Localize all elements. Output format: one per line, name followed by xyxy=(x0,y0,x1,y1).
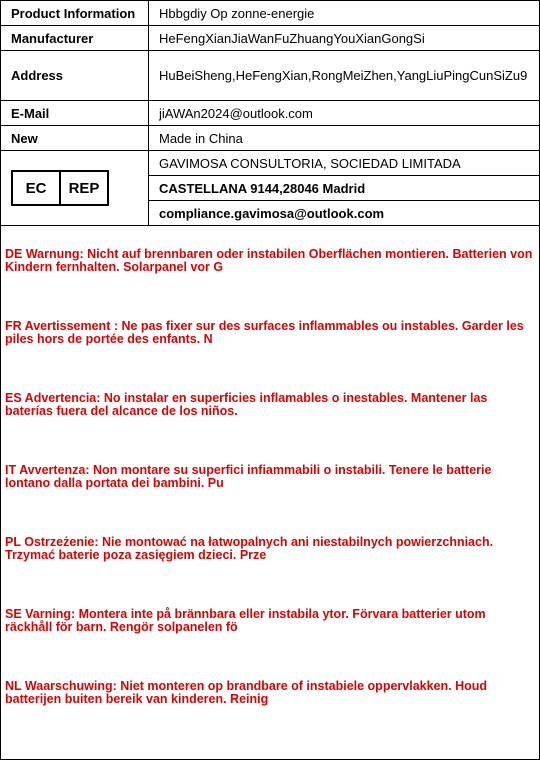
warning-es: ES Advertencia: No instalar en superficies inflamables o inestables. Mantener las baterías fuera del alcance de los niños. xyxy=(5,391,488,418)
rep-symbol: REP xyxy=(68,179,100,197)
address-label: Address xyxy=(1,51,149,101)
ec-symbol: EC xyxy=(13,172,61,204)
warning-de: DE Warnung: Nicht auf brennbaren oder instabilen Oberflächen montieren. Batterien von Kindern fernhalten. Solarpanel vor G xyxy=(5,247,533,274)
table-row xyxy=(1,1,539,26)
warning-fr: FR Avertissement : Ne pas fixer sur des surfaces inflammables ou instables. Garder les piles hors de portée des enfants. N xyxy=(5,319,524,346)
ec-rep-company: GAVIMOSA CONSULTORIA, SOCIEDAD LIMITADA xyxy=(149,151,540,176)
manufacturer-label: Manufacturer xyxy=(1,26,149,51)
warning-it: IT Avvertenza: Non montare su superfici infiammabili o instabili. Tenere le batterie lontano dalla portata dei bambini. Pu xyxy=(5,463,492,490)
ec-rep-email-link[interactable]: compliance.gavimosa@outlook.com xyxy=(149,201,540,226)
address-value: HuBeiSheng,HeFengXian,RongMeiZhen,YangLiuPingCunSiZu9 xyxy=(149,51,540,101)
table-row xyxy=(1,151,539,176)
ec-rep-cell xyxy=(1,151,149,226)
warning-pl: PL Ostrzeżenie: Nie montować na łatwopalnych ani niestabilnych powierzchniach. Trzymać baterie poza zasięgiem dzieci. Prze xyxy=(5,535,494,562)
product-info-table xyxy=(1,1,539,226)
product-information-value: Hbbgdiy Op zonne-energie xyxy=(149,1,540,26)
safety-warnings xyxy=(1,248,539,752)
manufacturer-value: HeFengXianJiaWanFuZhuangYouXianGongSi xyxy=(149,26,540,51)
product-information-label: Product Information xyxy=(1,1,149,26)
new-label: New xyxy=(1,126,149,151)
ec-rep-address: CASTELLANA 9144,28046 Madrid xyxy=(149,176,540,201)
email-label: E-Mail xyxy=(1,101,149,126)
new-value: Made in China xyxy=(149,126,540,151)
ec-rep-logo xyxy=(11,170,109,206)
warning-se: SE Varning: Montera inte på brännbara eller instabila ytor. Förvara batterier utom räckhåll för barn. Rengör solpanelen fö xyxy=(5,607,486,634)
table-row xyxy=(1,26,539,51)
warning-nl: NL Waarschuwing: Niet monteren op brandbare of instabiele oppervlakken. Houd batterijen buiten bereik van kinderen. Reinig xyxy=(5,679,488,706)
table-row xyxy=(1,101,539,126)
email-value: jiAWAn2024@outlook.com xyxy=(149,101,540,126)
table-row xyxy=(1,51,539,101)
table-row xyxy=(1,126,539,151)
